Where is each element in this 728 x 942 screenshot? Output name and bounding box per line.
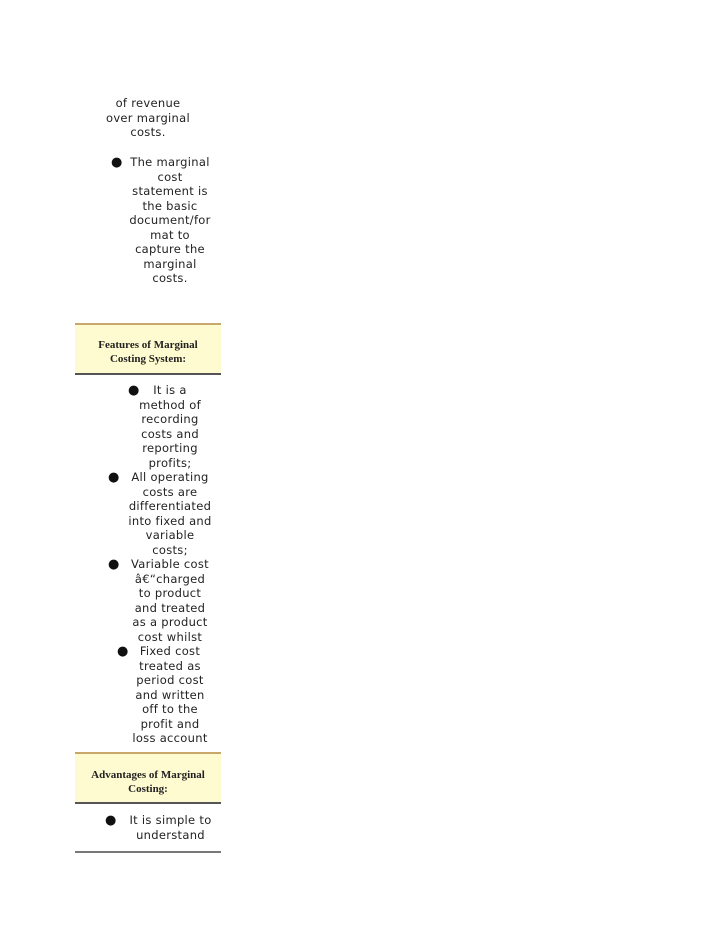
text-line: costs are	[142, 484, 198, 499]
list-item-operating-costs	[75, 470, 221, 557]
list-item-simple-to-understand	[75, 813, 221, 842]
text-line: profit and	[140, 716, 200, 731]
text-line: statement is	[132, 184, 208, 198]
text-line: into fixed and	[128, 513, 212, 528]
list-item-text	[125, 470, 215, 557]
text-line: off to the	[142, 702, 198, 716]
text-line: loss account	[132, 731, 208, 745]
text-line: costs;	[152, 542, 188, 557]
text-line: to product	[138, 586, 202, 600]
list-item-text	[122, 813, 219, 842]
text-line: profits;	[148, 455, 192, 470]
bullet-icon: ●	[128, 383, 140, 398]
text-line: Variable cost	[131, 557, 209, 571]
text-line: differentiated	[128, 499, 212, 513]
list-item-fixed-cost	[75, 644, 221, 746]
bullet-icon: ●	[108, 470, 120, 485]
list-item-text	[128, 644, 212, 746]
text-line: recording	[141, 412, 199, 426]
bullet-icon: ●	[111, 155, 123, 170]
text-line: and treated	[134, 600, 206, 615]
text-line: â€“charged	[134, 571, 206, 586]
text-line: The marginal	[130, 155, 210, 169]
list-item-text	[135, 383, 205, 470]
header-line: Costing System:	[109, 353, 187, 365]
text-line: reporting	[142, 441, 198, 455]
text-line: marginal	[143, 256, 197, 271]
header-line: Advantages of Marginal	[91, 769, 205, 781]
header-line: Costing:	[128, 783, 168, 795]
text-line: cost whilst	[137, 629, 203, 644]
text-line: treated as	[139, 658, 201, 673]
advantages-section-header	[75, 752, 221, 804]
text-line: and written	[135, 687, 205, 702]
revenue-continuation-text	[75, 96, 221, 140]
text-line: cost	[157, 169, 183, 184]
text-line: Fixed cost	[139, 644, 201, 658]
list-item-text	[128, 155, 212, 286]
text-line: over marginal	[105, 110, 190, 125]
text-line: period cost	[136, 673, 204, 687]
text-line: document/for	[129, 213, 211, 227]
text-line: mat to	[150, 227, 190, 242]
list-item-method-of-recording	[75, 383, 221, 470]
text-line: as a product	[132, 615, 208, 629]
text-line: capture the	[135, 242, 205, 256]
text-line: It is a	[153, 383, 187, 397]
list-item-text	[125, 557, 215, 644]
text-line: costs.	[152, 271, 188, 285]
text-line: costs.	[130, 125, 166, 139]
text-line: variable	[145, 528, 195, 542]
text-line: the basic	[142, 198, 198, 213]
text-line: understand	[136, 827, 205, 842]
text-line: It is simple to	[129, 813, 212, 827]
header-line: Features of Marginal	[98, 339, 198, 351]
list-item-marginal-cost-statement	[75, 155, 221, 286]
features-section-header	[75, 323, 221, 375]
bullet-icon: ●	[108, 557, 120, 572]
list-item-variable-cost	[75, 557, 221, 644]
text-line: method of	[139, 397, 201, 412]
section-divider	[75, 851, 221, 853]
text-line: All operating	[131, 470, 209, 484]
bullet-icon: ●	[117, 644, 129, 659]
text-line: of revenue	[115, 96, 181, 110]
bullet-icon: ●	[105, 813, 117, 828]
text-line: costs and	[141, 426, 199, 441]
